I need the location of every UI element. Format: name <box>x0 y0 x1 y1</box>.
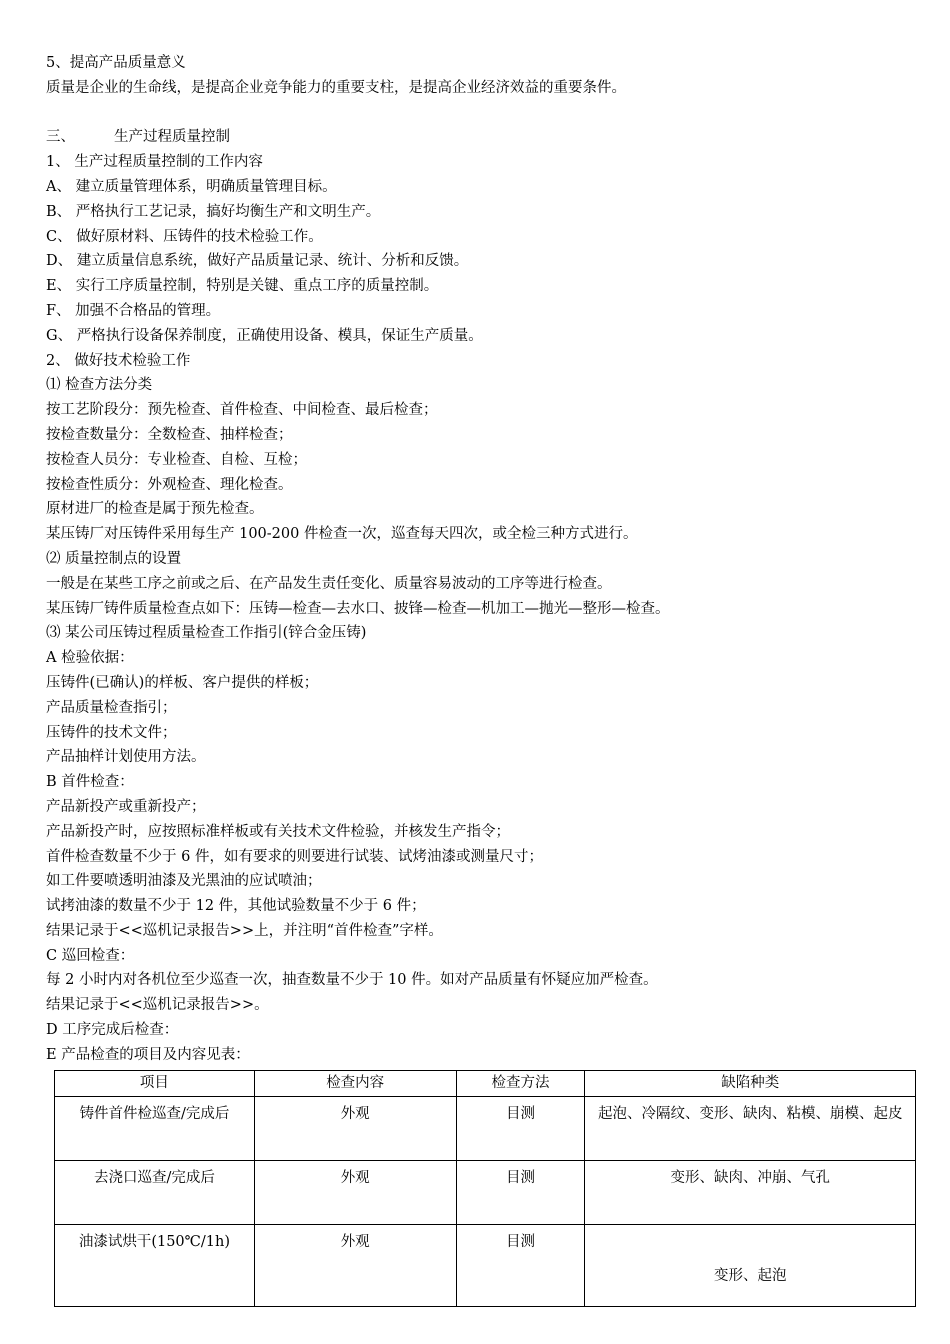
cell-method: 目测 <box>456 1225 585 1307</box>
cell-item: 去浇口巡查/完成后 <box>55 1161 255 1225</box>
text-line: 原材进厂的检查是属于预先检查。 <box>46 501 264 518</box>
text-line: D、 建立质量信息系统，做好产品质量记录、统计、分析和反馈。 <box>46 253 469 270</box>
inspection-table <box>54 1070 916 1307</box>
text-line: C、 做好原材料、压铸件的技术检验工作。 <box>46 228 323 245</box>
text-line: ⑶ 某公司压铸过程质量检查工作指引(锌合金压铸) <box>46 625 367 642</box>
text-line: B 首件检查： <box>46 774 134 791</box>
text-line: 压铸件的技术文件； <box>46 724 177 741</box>
text-line: A、 建立质量管理体系，明确质量管理目标。 <box>46 178 337 195</box>
text-line: E、 实行工序质量控制，特别是关键、重点工序的质量控制。 <box>46 278 439 295</box>
header-method: 检查方法 <box>456 1071 585 1097</box>
table-row <box>55 1097 916 1161</box>
cell-item: 铸件首件检巡查/完成后 <box>55 1097 255 1161</box>
text-line: 试拷油漆的数量不少于 12 件，其他试验数量不少于 6 件； <box>46 898 426 915</box>
paragraph-quality-lifeline: 质量是企业的生命线，是提高企业竞争能力的重要支柱，是提高企业经济效益的重要条件。 <box>46 79 626 96</box>
text-line: 按检查数量分：全数检查、抽样检查； <box>46 426 293 443</box>
text-line: 2、 做好技术检验工作 <box>46 352 191 369</box>
cell-defects: 起泡、冷隔纹、变形、缺肉、粘模、崩模、起皮 <box>585 1097 916 1161</box>
text-line: E 产品检查的项目及内容见表： <box>46 1046 250 1063</box>
text-line: B、 严格执行工艺记录，搞好均衡生产和文明生产。 <box>46 203 381 220</box>
text-line: 如工件要喷透明油漆及光黑油的应试喷油； <box>46 873 322 890</box>
text-line: 结果记录于<<巡机记录报告>>。 <box>46 997 269 1014</box>
text-line: F、 加强不合格品的管理。 <box>46 302 221 319</box>
text-line: 某压铸厂对压铸件采用每生产 100-200 件检查一次，巡查每天四次，或全检三种方式进行。 <box>46 526 638 543</box>
text-line: 某压铸厂铸件质量检查点如下：压铸—检查—去水口、披锋—检查—机加工—抛光—整形—检查。 <box>46 600 670 617</box>
text-line: ⑵ 质量控制点的设置 <box>46 550 182 567</box>
text-line: 一般是在某些工序之前或之后、在产品发生责任变化、质量容易波动的工序等进行检查。 <box>46 575 612 592</box>
section-number: 三、 <box>46 129 75 146</box>
section-title: 生产过程质量控制 <box>114 129 230 146</box>
text-line: 每 2 小时内对各机位至少巡查一次，抽查数量不少于 10 件。如对产品质量有怀疑应加严检查。 <box>46 972 658 989</box>
text-line: 产品新投产时，应按照标准样板或有关技术文件检验，并核发生产指令； <box>46 823 510 840</box>
text-line: C 巡回检查： <box>46 947 135 964</box>
cell-content: 外观 <box>254 1161 456 1225</box>
text-line: D 工序完成后检查： <box>46 1022 179 1039</box>
text-line: 按检查人员分：专业检查、自检、互检； <box>46 451 307 468</box>
table-header-row <box>55 1071 916 1097</box>
document-body <box>46 51 916 1068</box>
blank-line <box>46 101 916 126</box>
header-content: 检查内容 <box>254 1071 456 1097</box>
text-line: 结果记录于<<巡机记录报告>>上，并注明“首件检查”字样。 <box>46 922 443 939</box>
header-item: 项目 <box>55 1071 255 1097</box>
text-line: 产品抽样计划使用方法。 <box>46 749 206 766</box>
table-row <box>55 1225 916 1307</box>
text-line: 按工艺阶段分：预先检查、首件检查、中间检查、最后检查； <box>46 402 438 419</box>
heading-quality-significance: 5、提高产品质量意义 <box>46 55 186 71</box>
cell-defects: 变形、缺肉、冲崩、气孔 <box>585 1161 916 1225</box>
cell-content: 外观 <box>254 1097 456 1161</box>
table-row <box>55 1161 916 1225</box>
cell-method: 目测 <box>456 1097 585 1161</box>
text-line: 压铸件(已确认)的样板、客户提供的样板； <box>46 674 319 691</box>
cell-content: 外观 <box>254 1225 456 1307</box>
cell-item: 油漆试烘干(150℃/1h) <box>55 1225 255 1307</box>
text-line: 首件检查数量不少于 6 件，如有要求的则要进行试装、试烤油漆或测量尺寸； <box>46 848 543 865</box>
text-line: G、 严格执行设备保养制度，正确使用设备、模具，保证生产质量。 <box>46 327 483 344</box>
section-heading <box>46 125 916 150</box>
header-defects: 缺陷种类 <box>585 1071 916 1097</box>
text-line: 产品质量检查指引； <box>46 699 177 716</box>
text-line: 按检查性质分：外观检查、理化检查。 <box>46 476 293 493</box>
cell-defects: 变形、起泡 <box>585 1225 916 1307</box>
cell-method: 目测 <box>456 1161 585 1225</box>
text-line: ⑴ 检查方法分类 <box>46 377 153 394</box>
text-line: 1、 生产过程质量控制的工作内容 <box>46 154 263 171</box>
text-line: 产品新投产或重新投产； <box>46 798 206 815</box>
text-line: A 检验依据： <box>46 650 134 667</box>
